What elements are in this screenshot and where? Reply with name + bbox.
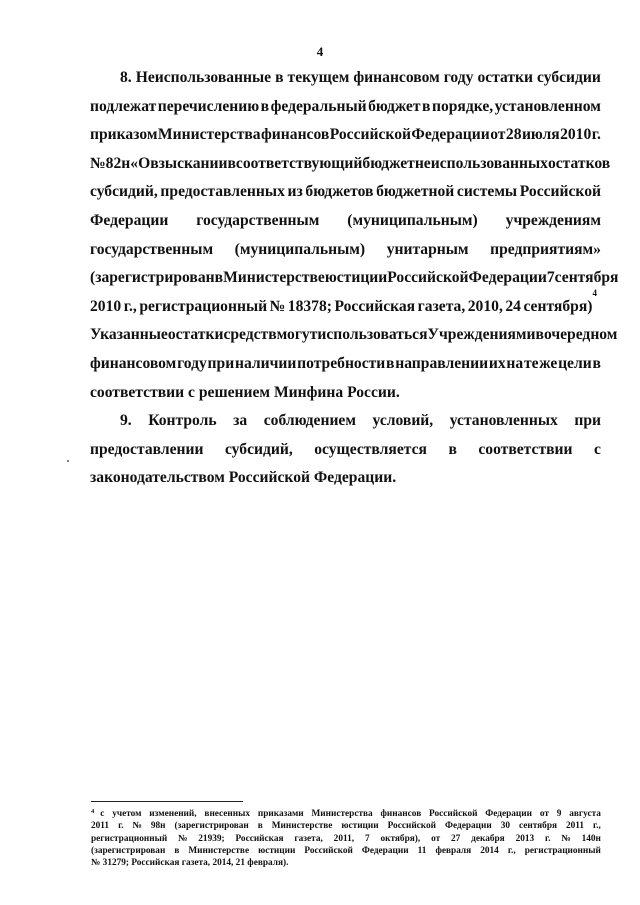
word: Российская [334, 297, 416, 315]
word: 2011, [333, 833, 355, 844]
word: государственным [90, 240, 214, 258]
word: «О [130, 154, 151, 172]
word: финансов [261, 126, 330, 144]
word: в [275, 69, 284, 86]
word: Федерации [468, 269, 547, 287]
word: предоставлении [90, 440, 204, 458]
page-number: 4 [316, 44, 324, 59]
word: бюджет [362, 154, 415, 172]
word: от [431, 833, 441, 844]
word: Российской [429, 809, 478, 819]
word: № [178, 833, 188, 844]
footnote-separator [91, 801, 243, 802]
word: осуществляется [314, 440, 427, 458]
word: на [506, 354, 524, 372]
word: июля [521, 126, 560, 144]
word: сентября [518, 821, 558, 832]
word: неиспользованных [414, 154, 548, 172]
word: г., [123, 297, 137, 315]
word: февраля [435, 845, 472, 856]
word: те [523, 354, 539, 372]
text-line [90, 236, 601, 265]
word: остатки [167, 326, 224, 344]
word: предприятиям» [490, 240, 601, 258]
word: 2013 [515, 833, 535, 844]
word: 27 [451, 833, 461, 844]
word: Указанные [90, 326, 168, 344]
word: соответствии [478, 440, 573, 458]
word: использоваться [317, 326, 428, 344]
word: учреждениям [505, 211, 601, 229]
word: в [386, 354, 395, 372]
text-line: соответствии с решением Минфина России. [90, 383, 400, 401]
word: государственным [196, 211, 320, 229]
text-line [90, 407, 601, 436]
word: Министерстве [271, 821, 333, 832]
word: от [490, 126, 506, 144]
word: г. [591, 126, 601, 144]
word: 11 [417, 845, 427, 856]
word: Российской [329, 126, 411, 144]
word: подлежат [90, 97, 157, 115]
word: 82н [105, 154, 131, 172]
word: Министерства [311, 809, 373, 819]
word: юстиции [324, 269, 388, 287]
word: в [257, 821, 263, 832]
text-line [90, 121, 601, 150]
word: финансовом [90, 354, 177, 372]
text-line-words [90, 293, 593, 322]
word: (муниципальным) [347, 211, 478, 229]
word: при [207, 354, 235, 372]
word: 2010 [90, 297, 122, 315]
word: регистрационный [91, 833, 168, 844]
word: в [535, 326, 544, 344]
footnote-line-words [100, 808, 601, 820]
word: же [539, 354, 558, 372]
word: унитарным [386, 240, 469, 258]
footnote-line [91, 808, 601, 820]
word: году [443, 69, 474, 86]
word: средств [223, 326, 277, 344]
footnote-line [91, 845, 601, 857]
text-line [90, 93, 601, 122]
word: 8. [120, 69, 132, 86]
word: (зарегистрирован [91, 845, 166, 856]
word: Российская [235, 833, 284, 844]
word: 9. [120, 412, 132, 430]
word: субсидий, [224, 440, 293, 458]
word: Федерации [361, 845, 409, 856]
word: 24 [505, 297, 521, 315]
text-line [90, 178, 601, 207]
text-line [90, 287, 601, 322]
word: г., [593, 821, 601, 832]
text-line [90, 150, 611, 179]
word: субсидии [537, 69, 601, 86]
word: очередном [543, 326, 618, 344]
word: (зарегистрирован [90, 269, 215, 287]
word: Федерации [411, 126, 490, 144]
word: направлении [395, 354, 489, 372]
word: бюджет [368, 97, 421, 115]
word: году [177, 354, 207, 372]
text-line [90, 207, 601, 236]
word: № [90, 154, 106, 172]
word: бюджетной [376, 183, 455, 201]
word: г., [507, 845, 516, 856]
word: приказом [90, 126, 158, 144]
text-line [90, 350, 601, 379]
word: регистрационный [139, 297, 268, 315]
word: в [174, 845, 180, 856]
word: 7 [364, 833, 370, 844]
word: остатки [477, 69, 534, 86]
word: 2011 [91, 821, 110, 832]
word: изменений, [149, 809, 197, 819]
word: установленном [494, 97, 601, 115]
word: установленных [449, 412, 558, 430]
scan-speck [67, 460, 69, 462]
footnote-marker: 4 [91, 808, 95, 815]
word: 2014 [480, 845, 499, 856]
word: в [260, 97, 270, 115]
word: г. [118, 821, 124, 832]
word: финансовом [353, 69, 440, 86]
word: юстиции [258, 845, 296, 856]
footnote-line [91, 833, 601, 845]
word: федеральный [270, 97, 367, 115]
word: цели [558, 354, 592, 372]
word: Неиспользованные [135, 69, 272, 86]
word: при [574, 412, 601, 430]
word: 7 [546, 269, 555, 287]
word: соблюдением [263, 412, 356, 430]
word: внесенных [204, 809, 251, 819]
word: в [227, 154, 236, 172]
word: остатков [547, 154, 611, 172]
text-line: законодательством Российской Федерации. [90, 469, 397, 487]
word: из [287, 183, 303, 201]
text-line [90, 321, 618, 350]
word: текущем [287, 69, 350, 86]
word: 98н [150, 821, 166, 832]
word: газета, [294, 833, 323, 844]
word: 2010, [467, 297, 503, 315]
word: в [422, 97, 431, 115]
word: газета, [417, 297, 466, 315]
word: 30 [500, 821, 510, 832]
word: Министерстве [188, 845, 250, 856]
word: с [100, 809, 105, 819]
word: Российской [519, 183, 601, 201]
word: 18378; [287, 297, 332, 315]
footnote-line [91, 820, 601, 832]
word: Федерации [90, 211, 169, 229]
footnote-line: № 31279; Российская газета, 2014, 21 февраля). [91, 858, 289, 869]
word: Учреждениями [427, 326, 536, 344]
word: Российской [387, 269, 469, 287]
word: потребности [297, 354, 386, 372]
word: сентября [554, 269, 619, 287]
word: за [233, 412, 248, 430]
word: учетом [112, 809, 142, 819]
word: взыскании [150, 154, 228, 172]
word: могут [276, 326, 318, 344]
word: Министерстве [223, 269, 325, 287]
word: октября), [380, 833, 421, 844]
text-line [90, 436, 601, 465]
word: наличии [234, 354, 297, 372]
word: с [594, 440, 601, 458]
word: № [561, 833, 571, 844]
word: в [214, 269, 224, 287]
paragraph-9 [90, 407, 601, 493]
word: 140н [581, 833, 601, 844]
word: 2011 [565, 821, 585, 832]
word: от [539, 809, 549, 819]
word: Министерства [157, 126, 261, 144]
word: системы [456, 183, 518, 201]
word: финансов [380, 809, 422, 819]
word: декабря [471, 833, 505, 844]
text-line [90, 64, 601, 93]
paragraph-8 [90, 64, 619, 407]
word: (зарегистрирован [174, 821, 249, 832]
word: августа [569, 809, 601, 819]
word: их [488, 354, 506, 372]
word: 2010 [560, 126, 592, 144]
word: (муниципальным) [234, 240, 366, 258]
word: Российской [387, 821, 437, 832]
word: регистрационный [524, 845, 601, 856]
footnote-reference[interactable]: 4 [592, 287, 597, 298]
word: Федерации [485, 809, 532, 819]
word: перечислению [157, 97, 260, 115]
word: 9 [556, 809, 562, 819]
text-line [90, 264, 619, 293]
word: предоставленных [160, 183, 285, 201]
word: Контроль [148, 412, 217, 430]
word: юстиции [341, 821, 379, 832]
word: 28 [505, 126, 522, 144]
word: г. [545, 833, 551, 844]
word: № [269, 297, 286, 315]
word: приказами [257, 809, 304, 819]
word: условий, [372, 412, 434, 430]
word: Российской [304, 845, 353, 856]
word: порядке, [431, 97, 494, 115]
word: Федерации [445, 821, 492, 832]
word: 21939; [198, 833, 225, 844]
word: в [448, 440, 457, 458]
word: бюджетов [305, 183, 374, 201]
word: сентября) [523, 297, 593, 315]
word: субсидий, [90, 183, 158, 201]
word: № [132, 821, 142, 832]
word: соответствующий [235, 154, 363, 172]
main-text [90, 64, 619, 493]
footnote [91, 808, 601, 869]
word: в [592, 354, 601, 372]
